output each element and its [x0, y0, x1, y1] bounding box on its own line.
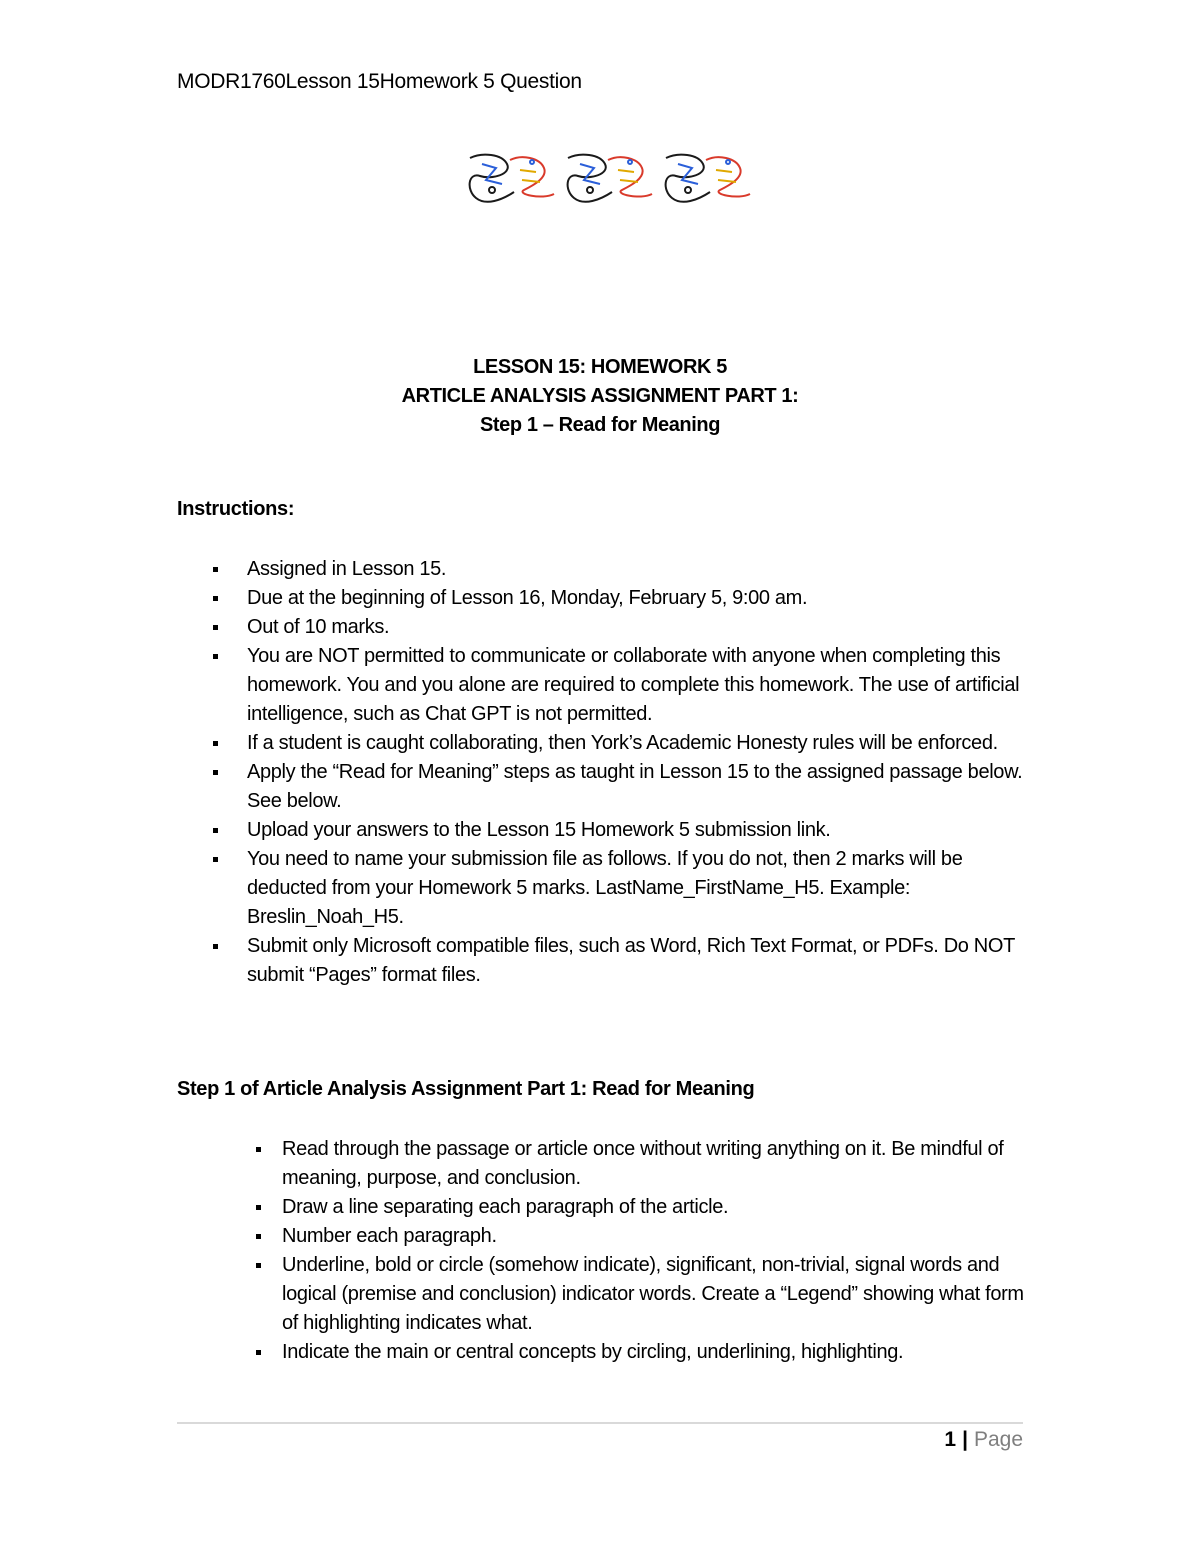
list-item-text: Apply the “Read for Meaning” steps as taught in Lesson 15 to the assigned passage below. See below.: [247, 761, 1023, 812]
list-item: [247, 642, 1037, 729]
instructions-list: [247, 555, 1037, 990]
list-item: [282, 1338, 1027, 1367]
page-label: Page: [973, 1428, 1023, 1451]
square-bullet-icon: [213, 944, 218, 949]
square-bullet-icon: [256, 1234, 261, 1239]
square-bullet-icon: [213, 596, 218, 601]
list-item-text: Read through the passage or article once without writing anything on it. Be mindful of meaning, purpose, and conclusion.: [282, 1138, 1004, 1189]
title-line-2: ARTICLE ANALYSIS ASSIGNMENT PART 1:: [401, 385, 799, 407]
list-item: [247, 584, 1037, 613]
square-bullet-icon: [256, 1350, 261, 1355]
footer-separator: |: [962, 1428, 968, 1451]
square-bullet-icon: [256, 1263, 261, 1268]
title-line-1: LESSON 15: HOMEWORK 5: [473, 356, 727, 378]
running-header: MODR1760Lesson 15Homework 5 Question: [177, 70, 582, 93]
list-item-text: Indicate the main or central concepts by circling, underlining, highlighting.: [282, 1341, 904, 1363]
page-number: 1: [944, 1428, 957, 1451]
list-item: [247, 613, 1037, 642]
list-item-text: Due at the beginning of Lesson 16, Monday, February 5, 9:00 am.: [247, 587, 808, 609]
list-item-text: You are NOT permitted to communicate or collaborate with anyone when completing this homework. You and you alone are required to complete this homework. The use of artificial intelligence, such as Chat GPT is not permitted.: [247, 645, 1020, 725]
list-item-text: Number each paragraph.: [282, 1225, 497, 1247]
list-item-text: Assigned in Lesson 15.: [247, 558, 447, 580]
decorative-logo-icon: [462, 150, 752, 206]
list-item: [247, 932, 1037, 990]
list-item: [282, 1222, 1027, 1251]
logo-glyph-2: [568, 155, 652, 202]
square-bullet-icon: [213, 741, 218, 746]
document-title: [0, 353, 1200, 440]
square-bullet-icon: [213, 770, 218, 775]
list-item: [282, 1135, 1027, 1193]
list-item: [247, 816, 1037, 845]
step-list: [282, 1135, 1027, 1367]
square-bullet-icon: [213, 625, 218, 630]
square-bullet-icon: [213, 828, 218, 833]
square-bullet-icon: [213, 567, 218, 572]
list-item: [282, 1193, 1027, 1222]
list-item: [247, 758, 1037, 816]
square-bullet-icon: [256, 1147, 261, 1152]
list-item: [247, 555, 1037, 584]
square-bullet-icon: [213, 654, 218, 659]
list-item-text: Submit only Microsoft compatible files, such as Word, Rich Text Format, or PDFs. Do NOT submit “Pages” format files.: [247, 935, 1015, 986]
instructions-heading: Instructions:: [177, 498, 295, 520]
title-line-3: Step 1 – Read for Meaning: [479, 414, 721, 436]
list-item: [247, 845, 1037, 932]
list-item-text: You need to name your submission file as follows. If you do not, then 2 marks will be deducted from your Homework 5 marks. LastName_FirstName_H5. Example: Breslin_Noah_H5.: [247, 848, 963, 928]
list-item-text: Upload your answers to the Lesson 15 Homework 5 submission link.: [247, 819, 831, 841]
list-item-text: Out of 10 marks.: [247, 616, 390, 638]
logo-glyph-1: [470, 155, 554, 202]
list-item-text: Underline, bold or circle (somehow indicate), significant, non-trivial, signal words and logical (premise and conclusion) indicator words. Create a “Legend” showing what form of highlighting indicates what.: [282, 1254, 1024, 1334]
page-footer: [944, 1428, 1023, 1452]
logo-glyph-3: [666, 155, 750, 202]
list-item: [247, 729, 1037, 758]
step-heading: Step 1 of Article Analysis Assignment Part 1: Read for Meaning: [177, 1078, 755, 1100]
footer-divider: [177, 1422, 1023, 1424]
list-item: [282, 1251, 1027, 1338]
square-bullet-icon: [256, 1205, 261, 1210]
square-bullet-icon: [213, 857, 218, 862]
list-item-text: Draw a line separating each paragraph of the article.: [282, 1196, 729, 1218]
list-item-text: If a student is caught collaborating, then York’s Academic Honesty rules will be enforced.: [247, 732, 998, 754]
